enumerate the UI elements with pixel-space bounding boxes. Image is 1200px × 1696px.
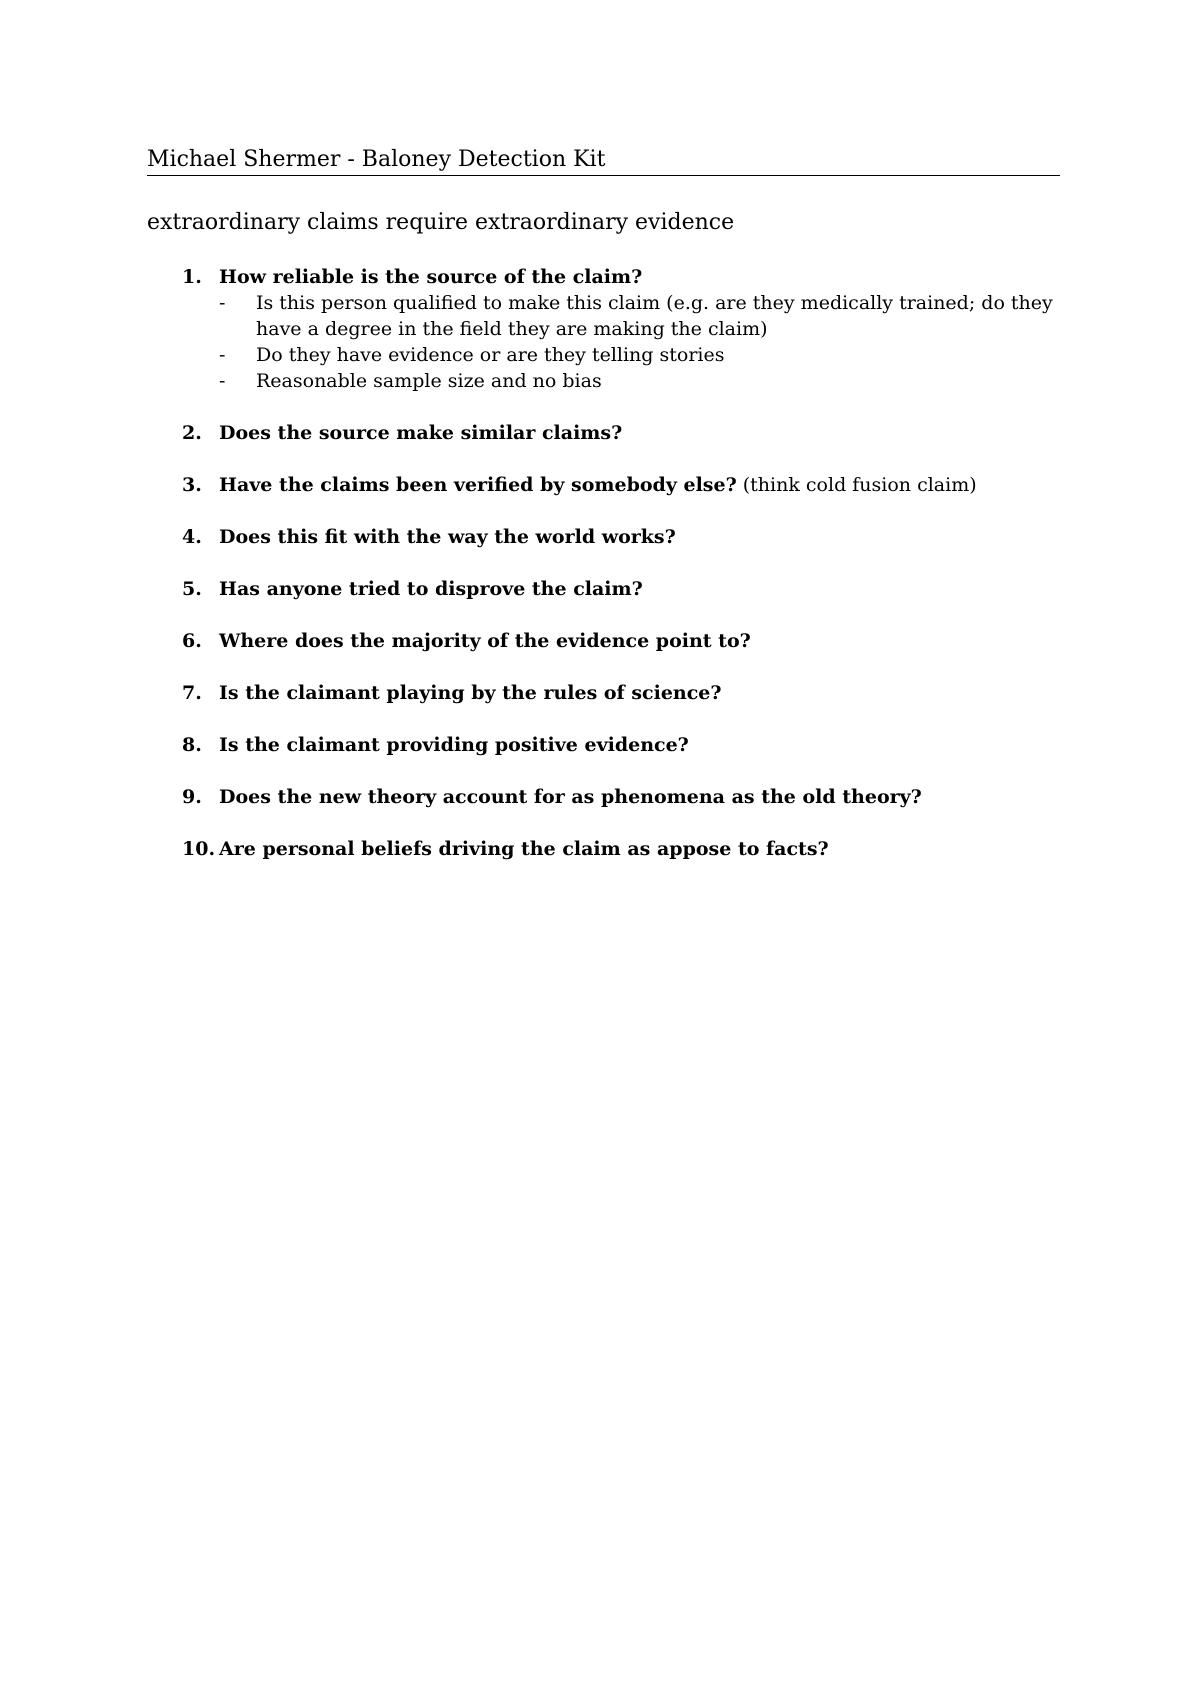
sub-item-text: Do they have evidence or are they telling stories: [256, 344, 725, 366]
question-item-1: [182, 264, 1062, 394]
sub-item: [219, 290, 1062, 342]
question-number: 9.: [182, 786, 202, 808]
sub-item-list: [219, 290, 1062, 394]
question-item-5: [182, 576, 1062, 602]
dash-marker: -: [219, 292, 226, 314]
question-item-3: [182, 472, 1062, 498]
question-number: 4.: [182, 526, 202, 548]
question-text: Has anyone tried to disprove the claim?: [219, 578, 643, 600]
question-number: 10.: [182, 838, 216, 860]
question-text: Is the claimant playing by the rules of science?: [219, 682, 722, 704]
sub-item-text: Reasonable sample size and no bias: [256, 370, 602, 392]
sub-item: [219, 368, 1062, 394]
question-number: 7.: [182, 682, 202, 704]
document-subtitle: extraordinary claims require extraordinary evidence: [147, 210, 735, 235]
question-text: Does the source make similar claims?: [219, 422, 623, 444]
question-number: 5.: [182, 578, 202, 600]
question-item-2: [182, 420, 1062, 446]
question-text: Where does the majority of the evidence point to?: [219, 630, 751, 652]
question-number: 6.: [182, 630, 202, 652]
question-text: Is the claimant providing positive evidence?: [219, 734, 689, 756]
question-text: Does this fit with the way the world works?: [219, 526, 676, 548]
sub-item: [219, 342, 1062, 368]
question-number: 1.: [182, 266, 202, 288]
question-item-10: [182, 836, 1062, 862]
dash-marker: -: [219, 344, 226, 366]
question-list: [182, 264, 1062, 888]
question-text: How reliable is the source of the claim?: [219, 266, 643, 288]
question-text: Are personal beliefs driving the claim as appose to facts?: [219, 838, 829, 860]
question-text: Have the claims been verified by somebody else?: [219, 474, 737, 496]
question-number: 3.: [182, 474, 202, 496]
sub-item-text: Is this person qualified to make this claim (e.g. are they medically trained; do they have a degree in the field they are making the claim): [256, 292, 1053, 340]
dash-marker: -: [219, 370, 226, 392]
document-title: Michael Shermer - Baloney Detection Kit: [147, 148, 1060, 176]
question-number: 8.: [182, 734, 202, 756]
question-item-7: [182, 680, 1062, 706]
question-item-9: [182, 784, 1062, 810]
question-item-4: [182, 524, 1062, 550]
question-note: (think cold fusion claim): [736, 474, 977, 496]
question-text: Does the new theory account for as phenomena as the old theory?: [219, 786, 922, 808]
question-item-8: [182, 732, 1062, 758]
question-item-6: [182, 628, 1062, 654]
question-number: 2.: [182, 422, 202, 444]
